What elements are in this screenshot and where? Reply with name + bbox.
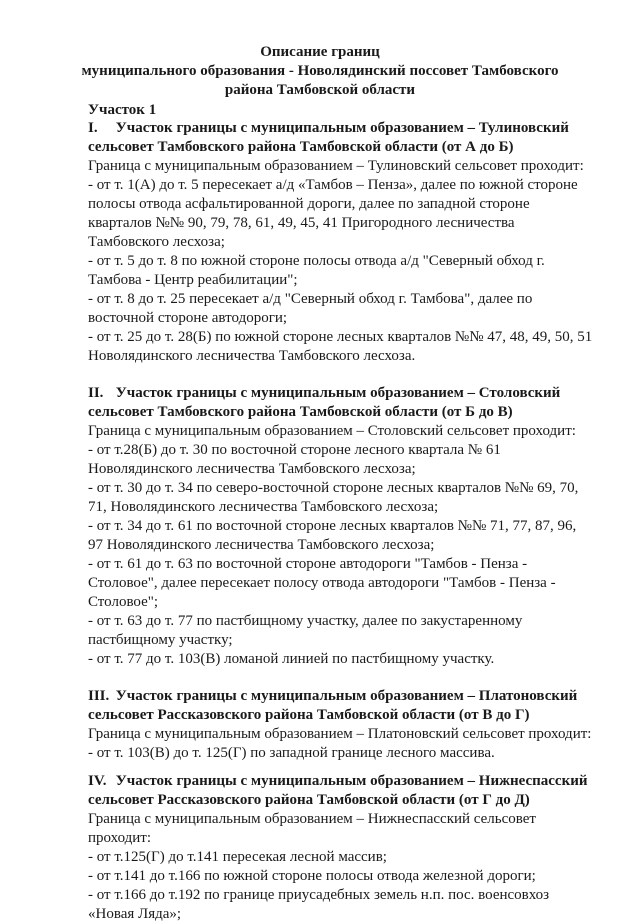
section-number: IV.: [88, 773, 107, 789]
paragraph-line: Новолядинского лесничества Тамбовского лесхоза.: [88, 348, 416, 364]
paragraph-line: полосы отвода асфальтированной дороги, далее по западной стороне: [88, 196, 530, 212]
section-heading-text: Участок границы с муниципальным образованием – Нижнеспасский: [115, 773, 588, 789]
doc-title-line-1: Описание границ: [260, 44, 380, 60]
paragraph-line: - от т.166 до т.192 по границе приусадебных земель н.п. пос. военсовхоз: [88, 887, 550, 903]
paragraph-line: - от т. 1(А) до т. 5 пересекает а/д «Тамбов – Пенза», далее по южной стороне: [88, 177, 578, 193]
paragraph-line: Столовое", далее пересекает полосу отвода автодороги "Тамбов - Пенза -: [88, 575, 556, 591]
section-number: III.: [88, 688, 110, 704]
section-heading-text: Участок границы с муниципальным образованием – Платоновский: [115, 688, 578, 704]
paragraph-line: Граница с муниципальным образованием – Платоновский сельсовет проходит:: [88, 726, 592, 742]
paragraph-line: - от т. 25 до т. 28(Б) по южной стороне лесных кварталов №№ 47, 48, 49, 50, 51: [88, 329, 593, 345]
paragraph-line: - от т. 30 до т. 34 по северо-восточной стороне лесных кварталов №№ 69, 70,: [88, 480, 579, 496]
doc-title-line-3: района Тамбовской области: [224, 82, 416, 98]
section-heading-line: сельсовет Тамбовского района Тамбовской области (от А до Б): [88, 139, 514, 155]
section-heading-text: Участок границы с муниципальным образованием – Тулиновский: [115, 120, 569, 136]
section-heading: [88, 686, 577, 706]
section-heading: [88, 118, 569, 138]
paragraph-line: 97 Новолядинского лесничества Тамбовского лесхоза;: [88, 537, 435, 553]
paragraph-line: Новолядинского лесничества Тамбовского лесхоза;: [88, 461, 416, 477]
section-number: II.: [88, 385, 104, 401]
paragraph-line: - от т. 77 до т. 103(В) ломаной линией по пастбищному участку.: [88, 651, 495, 667]
paragraph-line: пастбищному участку;: [88, 632, 233, 648]
section-heading-line: сельсовет Рассказовского района Тамбовской области (от В до Г): [88, 707, 530, 723]
paragraph-line: «Новая Ляда»;: [88, 906, 182, 922]
section-heading-text: Участок границы с муниципальным образованием – Столовский: [115, 385, 561, 401]
paragraph-line: Граница с муниципальным образованием – Нижнеспасский сельсовет: [88, 811, 536, 827]
section-heading: [88, 771, 588, 791]
doc-title-line-2: муниципального образования - Новолядинский поссовет Тамбовского: [81, 63, 559, 79]
paragraph-line: - от т.125(Г) до т.141 пересекая лесной массив;: [88, 849, 387, 865]
paragraph-line: - от т. 103(В) до т. 125(Г) по западной границе лесного массива.: [88, 745, 495, 761]
paragraph-line: - от т.141 до т.166 по южной стороне полосы отвода железной дороги;: [88, 868, 536, 884]
section-heading-line: сельсовет Рассказовского района Тамбовской области (от Г до Д): [88, 792, 530, 808]
section-number: I.: [88, 120, 98, 136]
paragraph-line: - от т. 8 до т. 25 пересекает а/д "Северный обход г. Тамбова", далее по: [88, 291, 533, 307]
paragraph-line: - от т. 61 до т. 63 по восточной стороне автодороги "Тамбов - Пенза -: [88, 556, 528, 572]
paragraph-line: - от т. 63 до т. 77 по пастбищному участку, далее по закустаренному: [88, 613, 523, 629]
section-label: Участок 1: [88, 102, 157, 118]
paragraph-line: - от т. 5 до т. 8 по южной стороне полосы отвода а/д "Северный обход г.: [88, 253, 545, 269]
section-heading-line: сельсовет Тамбовского района Тамбовской области (от Б до В): [88, 404, 513, 420]
paragraph-line: кварталов №№ 90, 79, 78, 61, 49, 45, 41 Пригородного лесничества: [88, 215, 515, 231]
paragraph-line: Граница с муниципальным образованием – Тулиновский сельсовет проходит:: [88, 158, 584, 174]
section-heading: [88, 383, 560, 403]
paragraph-line: - от т.28(Б) до т. 30 по восточной стороне лесного квартала № 61: [88, 442, 501, 458]
paragraph-line: восточной стороне автодороги;: [88, 310, 288, 326]
paragraph-line: - от т. 34 до т. 61 по восточной стороне лесных кварталов №№ 71, 77, 87, 96,: [88, 518, 577, 534]
paragraph-line: Тамбова - Центр реабилитации";: [88, 272, 298, 288]
paragraph-line: Столовое";: [88, 594, 159, 610]
paragraph-line: 71, Новолядинского лесничества Тамбовского лесхоза;: [88, 499, 439, 515]
paragraph-line: Граница с муниципальным образованием – Столовский сельсовет проходит:: [88, 423, 576, 439]
paragraph-line: Тамбовского лесхоза;: [88, 234, 225, 250]
paragraph-line: проходит:: [88, 830, 152, 846]
